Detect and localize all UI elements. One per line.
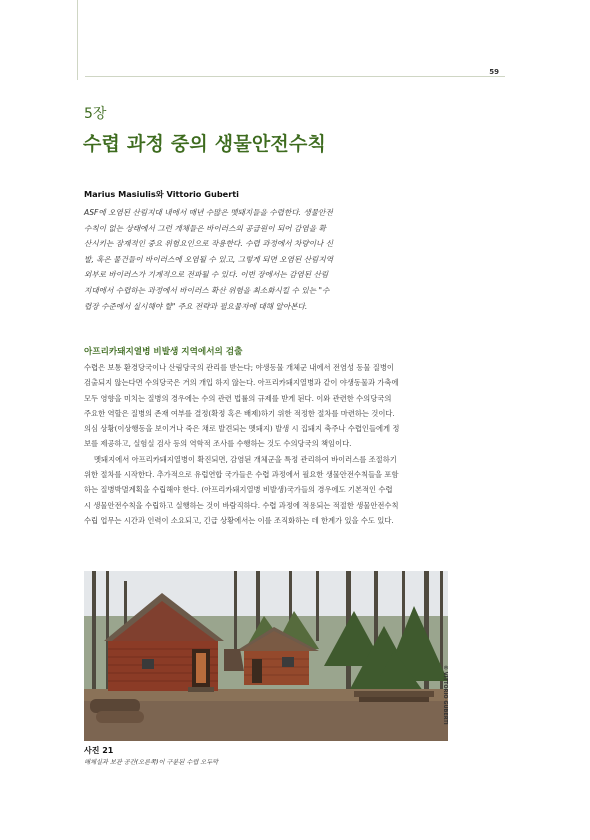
body-line: 검출되지 않는다면 수의당국은 거의 개입 하지 않는다. 아프리카돼지열병과 같이 야생동물과 가축에 [84,378,399,388]
authors: Marius Masiulis와 Vittorio Guberti [84,189,239,199]
body-line: 보를 제공하고, 실험실 검사 등의 역학적 조사를 수행하는 것도 수의당국의 책임이다. [84,439,352,449]
page-number: 59 [489,68,499,76]
abstract-line: 지대에서 수렵하는 과정에서 바이러스 확산 위험을 최소화시킬 수 있는 "수 [84,285,330,295]
abstract-line: 수칙이 없는 상태에서 그런 개체들은 바이러스의 공급원이 되어 감염을 확 [84,223,326,233]
photo-caption-text: 해체실과 보관 공간(오른쪽)이 구분된 수렵 오두막 [84,759,219,766]
hunting-hut-photo [84,571,448,741]
body-line: 주요한 역할은 질병의 존재 여부를 결정(확정 혹은 배제)하기 위한 적정한 절차를 마련하는 것이다. [84,408,395,418]
abstract-line: 렵장 수준에서 실시해야 할" 주요 전략과 필요물자에 대해 알아본다. [84,301,308,311]
header-rule [85,76,505,77]
abstract-line: 산시키는 잠재적인 중요 위험요인으로 작용한다. 수렵 과정에서 차량이나 신 [84,239,334,249]
photo-credit: © VITTORIO GUBERTI [442,665,448,725]
section-heading: 아프리카돼지열병 비발생 지역에서의 검출 [84,347,243,357]
chapter-title: 수렵 과정 중의 생물안전수칙 [83,133,327,155]
chapter-label: 5장 [84,106,107,122]
body-line: 멧돼지에서 아프리카돼지열병이 확진되면, 감염된 개체군을 특정 관리하여 바이러스를 조절하기 [94,454,397,464]
body-line: 하는 질병박멸계획을 수립해야 한다. (아프리카돼지열병 비발생)국가들의 경우에도 기본적인 수렵 [84,485,393,495]
body-line: 수렵은 보통 환경당국이나 산림당국의 관리를 받는다; 야생동물 개체군 내에서 전염성 동물 질병이 [84,363,394,372]
abstract-line: ASF에 오염된 산림지대 내에서 매년 수많은 멧돼지들을 수렵한다. 생물안전 [84,208,333,217]
abstract [84,205,479,314]
abstract-line: 외부로 바이러스가 기계적으로 전파될 수 있다. 이번 장에서는 감염된 산림 [84,270,329,280]
body-line: 위한 절차를 시작한다. 추가적으로 유럽연합 국가들은 수렵 과정에서 필요한 생물안전수칙들을 포함 [84,470,399,480]
body-line: 모두 영향을 미치는 질병의 경우에는 수의 관련 법률의 규제를 받게 된다. 이와 관련한 수의당국의 [84,393,392,403]
body-line: 의심 상황(이상행동을 보이거나 죽은 채로 발견되는 멧돼지) 발생 시 집돼지 축주나 수렵인들에게 정 [84,424,400,434]
body-line: 시 생물안전수칙을 수립하고 실행하는 것이 바람직하다. 수렵 과정에 적용되는 적절한 생물안전수칙 [84,500,399,510]
photo-caption-label: 사진 21 [84,746,114,755]
abstract-line: 발, 혹은 물건들이 바이러스에 오염될 수 있고, 그렇게 되면 오염된 산림지역 [84,254,334,264]
body-line: 수립 업무는 시간과 인력이 소요되고, 긴급 상황에서는 이를 조직화하는 데 한계가 있을 수도 있다. [84,515,394,525]
margin-rule [77,0,78,80]
body-text [84,360,484,528]
